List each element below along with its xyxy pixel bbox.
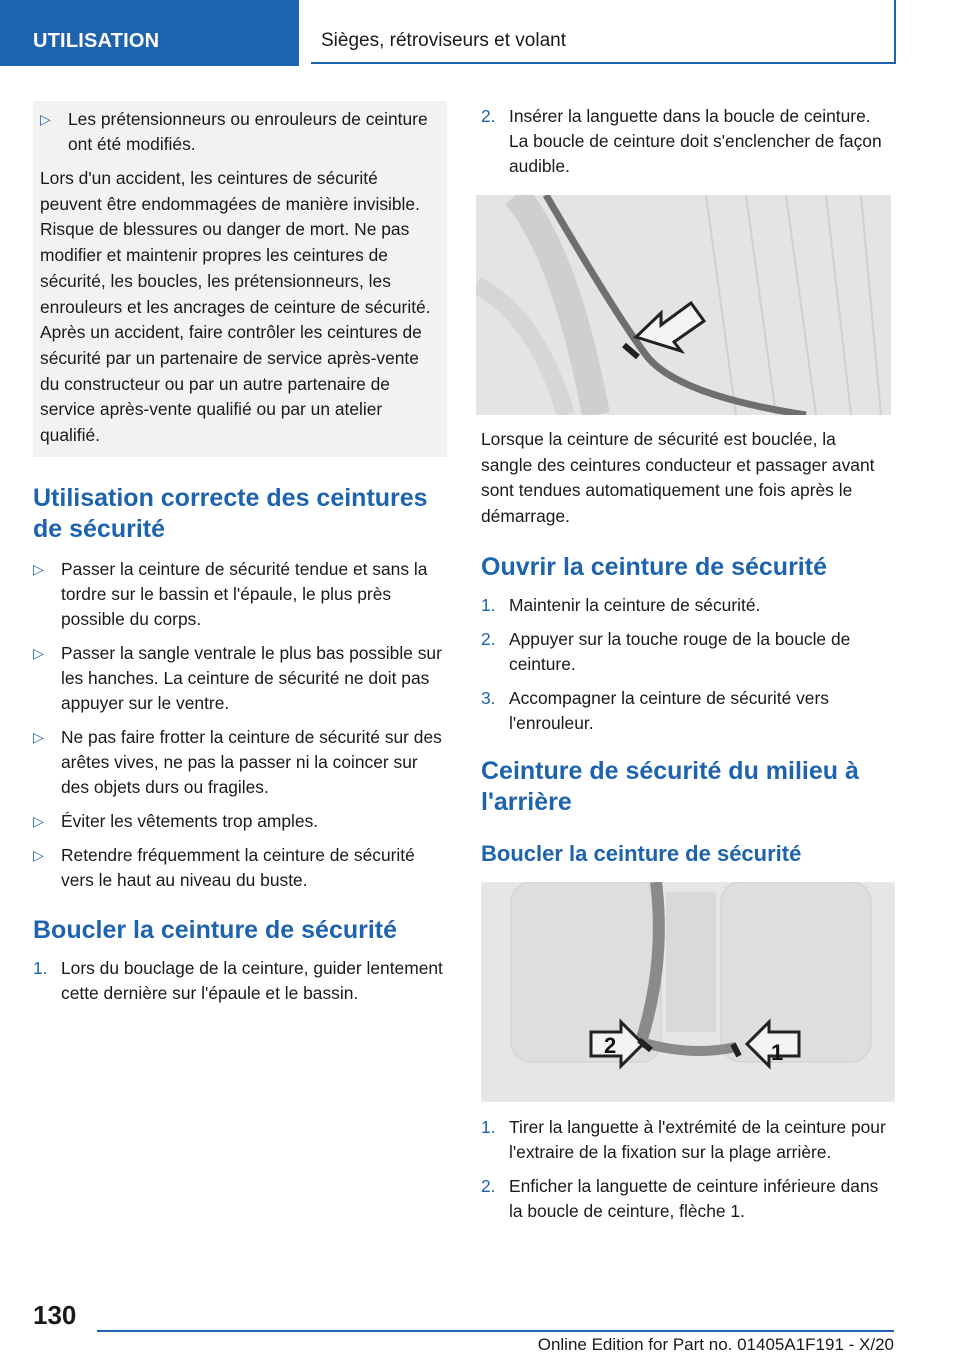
triangle-bullet-icon: ▷ bbox=[33, 813, 44, 829]
buckle-note-section bbox=[481, 427, 891, 868]
warning-bullet: ▷ Les prétensionneurs ou enrouleurs de ceinture ont été modifiés. bbox=[40, 107, 437, 157]
triangle-bullet-icon: ▷ bbox=[33, 847, 44, 863]
buckle-continued bbox=[481, 104, 891, 188]
list-item: ▷ Ne pas faire frotter la ceinture de sécurité sur des arêtes vives, ne pas la passer ni la coincer sur des objets durs ou fragiles. bbox=[33, 725, 449, 800]
list-item: 2. Insérer la languette dans la boucle de ceinture. La boucle de ceinture doit s'enclencher de façon audible. bbox=[481, 106, 882, 176]
front-seat-belt-illustration bbox=[476, 195, 891, 415]
list-item: ▷ Éviter les vêtements trop amples. bbox=[33, 809, 449, 834]
triangle-bullet-icon: ▷ bbox=[33, 561, 44, 577]
list-item: 2. Enficher la languette de ceinture inférieure dans la boucle de ceinture, flèche 1. bbox=[481, 1176, 879, 1221]
open-title: Ouvrir la ceinture de sécurité bbox=[481, 552, 827, 581]
list-item: ▷ Retendre fréquemment la ceinture de sécurité vers le haut au niveau du buste. bbox=[33, 843, 449, 893]
chapter-title: Sièges, rétroviseurs et volant bbox=[321, 30, 567, 51]
buckle-note: Lorsque la ceinture de sécurité est bouclée, la sangle des ceintures conducteur et passager avant sont tendues automatiquement une fois après le démarrage. bbox=[481, 429, 875, 527]
arrow-label-1: 1 bbox=[771, 1040, 784, 1065]
list-item: 2. Appuyer sur la touche rouge de la boucle de ceinture. bbox=[481, 628, 851, 674]
arrow-label-2: 2 bbox=[604, 1033, 617, 1058]
warning-box bbox=[33, 101, 447, 457]
triangle-bullet-icon: ▷ bbox=[40, 111, 51, 127]
buckle-title: Boucler la ceinture de sécurité bbox=[33, 916, 398, 944]
list-item: 1. Lors du bouclage de la ceinture, guider lentement cette dernière sur l'épaule et le bassin. bbox=[33, 958, 443, 1003]
triangle-bullet-icon: ▷ bbox=[33, 645, 44, 661]
correct-use-section bbox=[33, 483, 449, 1015]
list-item: 1. Tirer la languette à l'extrémité de la ceinture pour l'extraire de la fixation sur la plage arrière. bbox=[481, 1117, 886, 1162]
list-item: ▷ Passer la sangle ventrale le plus bas possible sur les hanches. La ceinture de sécurité ne doit pas appuyer sur le ventre. bbox=[33, 641, 449, 716]
list-item: 1. Maintenir la ceinture de sécurité. bbox=[481, 594, 761, 615]
footer-edition: Online Edition for Part no. 01405A1F191 - X/20 bbox=[537, 1335, 894, 1354]
warning-text: Lors d'un accident, les ceintures de sécurité peuvent être endommagées de manière invisible. Risque de blessures ou danger de mort. Ne pas modifier et maintenir propres les ceintures de sécurité, les boucles, les prétensionneurs, les enrouleurs et les ancrages de ceinture de sécurité. Après un accident, faire contrôler les ceintures de sécurité par un partenaire de service après-vente du constructeur ou par un autre partenaire de service après-vente qualifié ou par un atelier qualifié. bbox=[40, 168, 431, 446]
list-item: 3. Accompagner la ceinture de sécurité vers l'enrouleur. bbox=[481, 687, 829, 733]
footer-divider bbox=[97, 1330, 894, 1332]
list-item: ▷ Passer la ceinture de sécurité tendue et sans la tordre sur le bassin et l'épaule, le plus près possible du corps. bbox=[33, 557, 449, 632]
triangle-bullet-icon: ▷ bbox=[33, 729, 44, 745]
rear-middle-subtitle: Boucler la ceinture de sécurité bbox=[481, 840, 802, 866]
seat-illustration-icon bbox=[476, 195, 891, 415]
page-number: 130 bbox=[33, 1300, 77, 1330]
rear-belt-illustration bbox=[481, 882, 895, 1102]
rear-seat-illustration-icon bbox=[481, 882, 895, 1102]
section-title: UTILISATION bbox=[33, 30, 160, 52]
section-tab bbox=[0, 0, 299, 66]
correct-use-title: Utilisation correcte des ceintures de sécurité bbox=[33, 484, 428, 543]
rear-middle-steps bbox=[481, 1115, 891, 1233]
chapter-header bbox=[311, 0, 896, 64]
rear-middle-title: Ceinture de sécurité du milieu à l'arrière bbox=[481, 756, 859, 816]
